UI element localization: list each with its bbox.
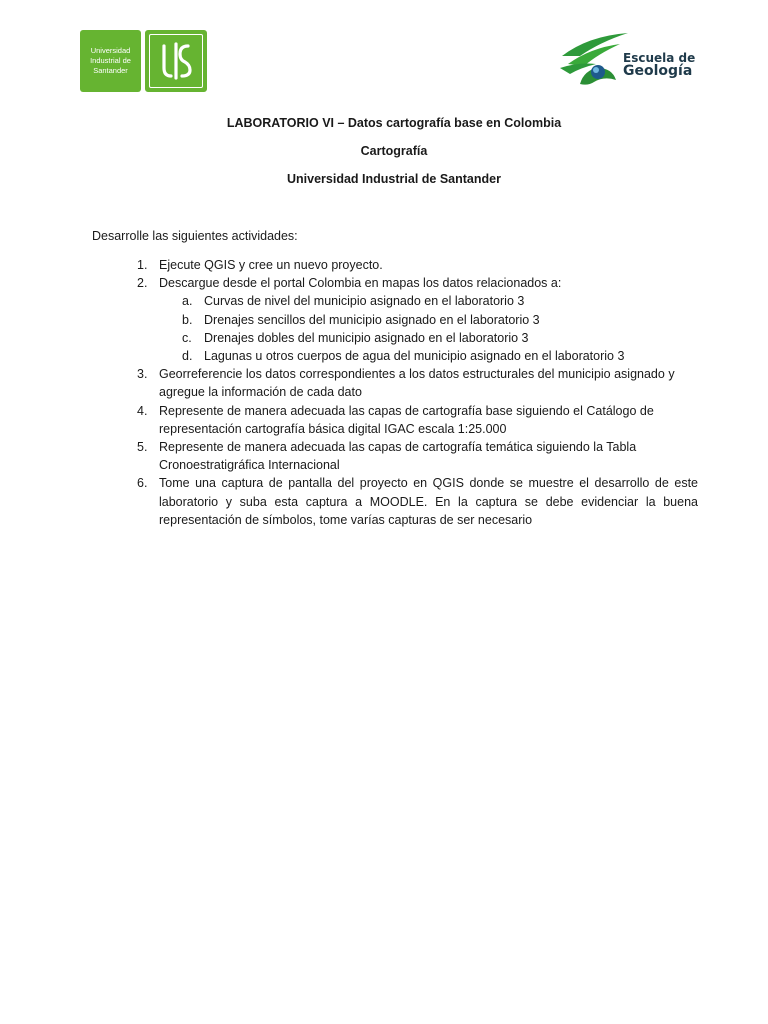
sub-list-letter: b. (182, 312, 193, 327)
list-text: Represente de manera adecuada las capas de cartografía base siguiendo el Catálogo de representación cartografía básica digital IGAC escala 1:25.000 (159, 403, 654, 436)
list-text: Tome una captura de pantalla del proyecto en QGIS donde se muestre el desarrollo de este laboratorio y suba esta captura a MOODLE. En la captura se debe evidenciar la buena representación de símbolos, tome varías capturas de ser necesario (159, 476, 698, 527)
institution-name: Universidad Industrial de Santander (287, 172, 501, 186)
list-number: 3. (137, 367, 148, 382)
sub-list-item (0, 292, 698, 310)
geology-emblem-icon (558, 30, 628, 92)
escuela-geologia-logo (558, 30, 703, 92)
uis-logo-line: Industrial de (90, 56, 131, 65)
uis-logo-line: Universidad (90, 46, 131, 55)
sub-list-item (0, 329, 698, 347)
list-number: 1. (137, 258, 148, 272)
geo-logo-title (623, 52, 695, 78)
list-number: 6. (137, 476, 148, 491)
list-item (0, 274, 698, 292)
list-text: Represente de manera adecuada las capas de cartografía temática siguiendo la Tabla Cronoestratigráfica Internacional (159, 440, 637, 473)
list-text: Georreferencie los datos correspondientes a los datos estructurales del municipio asignado y agregue la información de cada dato (159, 367, 675, 400)
geo-logo-line2: Geología (623, 63, 693, 79)
list-text: Descargue desde el portal Colombia en mapas los datos relacionados a: (159, 276, 562, 291)
list-item (0, 438, 698, 474)
sub-list-text: Lagunas u otros cuerpos de agua del municipio asignado en el laboratorio 3 (204, 349, 625, 364)
sub-list-item (0, 311, 698, 329)
geo-logo-line1: Escuela de (623, 51, 696, 65)
sub-list-letter: a. (182, 294, 193, 309)
sub-list-text: Drenajes sencillos del municipio asignado en el laboratorio 3 (204, 312, 540, 327)
list-item (0, 365, 698, 401)
sub-list-text: Drenajes dobles del municipio asignado en el laboratorio 3 (204, 330, 529, 345)
uis-logo (80, 30, 207, 92)
sub-list-text: Curvas de nivel del municipio asignado en el laboratorio 3 (204, 294, 525, 309)
list-item (0, 256, 698, 274)
uis-monogram-icon (145, 30, 207, 92)
sub-list-letter: d. (182, 349, 193, 364)
document-subtitle: Cartografía (360, 144, 428, 158)
list-item (0, 402, 698, 438)
activities-list (0, 256, 768, 529)
list-number: 4. (137, 403, 148, 418)
list-number: 2. (137, 276, 148, 291)
list-number: 5. (137, 440, 148, 455)
uis-logo-text-block (80, 30, 141, 92)
uis-logo-line: Santander (93, 66, 128, 75)
intro-text: Desarrolle las siguientes actividades: (92, 229, 298, 243)
list-item (0, 474, 698, 529)
sub-list-item (0, 347, 698, 365)
document-title: LABORATORIO VI – Datos cartografía base en Colombia (226, 116, 562, 130)
list-text: Ejecute QGIS y cree un nuevo proyecto. (159, 258, 383, 272)
sub-list-letter: c. (182, 330, 192, 345)
